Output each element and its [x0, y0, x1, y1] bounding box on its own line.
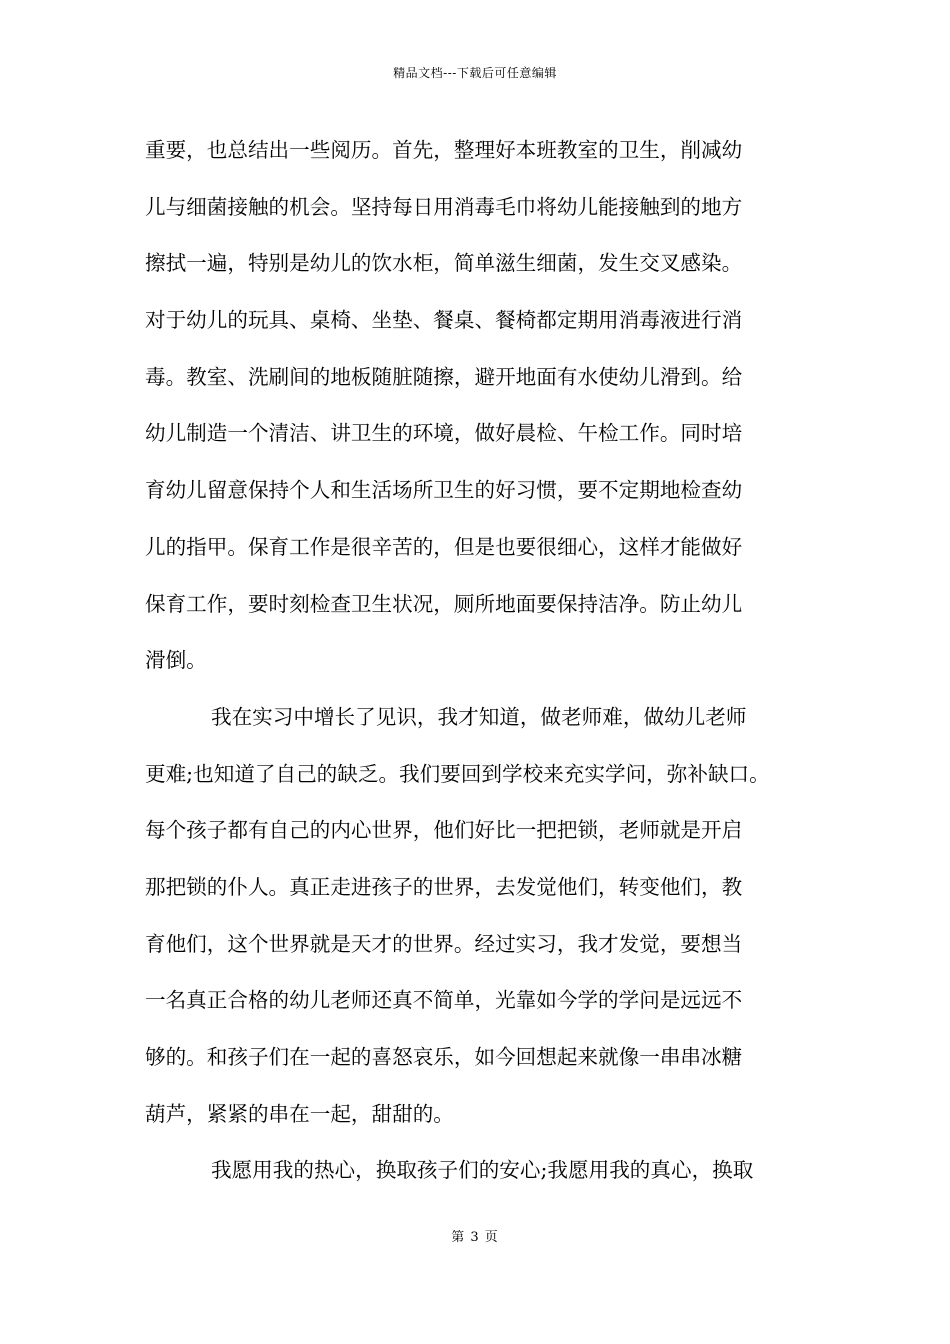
text-line: 那把锁的仆人。真正走进孩子的世界，去发觉他们，转变他们，教	[145, 874, 743, 899]
text-line: 儿的指甲。保育工作是很辛苦的，但是也要很细心，这样才能做好	[145, 534, 743, 559]
paragraph-first-line: 我在实习中增长了见识，我才知道，做老师难，做幼儿老师	[211, 704, 747, 729]
text-line: 滑倒。	[145, 648, 207, 673]
text-line: 够的。和孩子们在一起的喜怒哀乐，如今回想起来就像一串串冰糖	[145, 1045, 743, 1069]
text-line: 擦拭一遍，特别是幼儿的饮水柜，简单滋生细菌，发生交叉感染。	[145, 251, 743, 276]
text-line: 更难;也知道了自己的缺乏。我们要回到学校来充实学问，弥补缺口。	[145, 761, 770, 786]
text-line: 每个孩子都有自己的内心世界，他们好比一把把锁，老师就是开启	[145, 818, 743, 843]
paragraph-first-line: 我愿用我的热心，换取孩子们的安心;我愿用我的真心，换取	[211, 1158, 754, 1183]
text-line: 儿与细菌接触的机会。坚持每日用消毒毛巾将幼儿能接触到的地方	[145, 194, 743, 219]
text-line: 葫芦，紧紧的串在一起，甜甜的。	[145, 1101, 454, 1126]
text-line: 幼儿制造一个清洁、讲卫生的环境，做好晨检、午检工作。同时培	[145, 421, 743, 446]
text-line: 育幼儿留意保持个人和生活场所卫生的好习惯，要不定期地检查幼	[145, 478, 743, 503]
text-line: 重要，也总结出一些阅历。首先，整理好本班教室的卫生，削减幼	[145, 138, 743, 162]
text-line: 对于幼儿的玩具、桌椅、坐垫、餐桌、餐椅都定期用消毒液进行消	[145, 308, 743, 333]
page-header: 精品文档---下载后可任意编辑	[393, 66, 557, 80]
text-line: 育他们，这个世界就是天才的世界。经过实习，我才发觉，要想当	[145, 931, 743, 956]
text-line: 毒。教室、洗刷间的地板随脏随擦，避开地面有水使幼儿滑到。给	[145, 364, 743, 389]
body-text	[145, 130, 825, 1207]
page-number: 第 3 页	[451, 1230, 499, 1245]
text-line: 一名真正合格的幼儿老师还真不简单，光靠如今学的学问是远远不	[145, 988, 743, 1013]
text-line: 保育工作，要时刻检查卫生状况，厕所地面要保持洁净。防止幼儿	[145, 591, 743, 616]
